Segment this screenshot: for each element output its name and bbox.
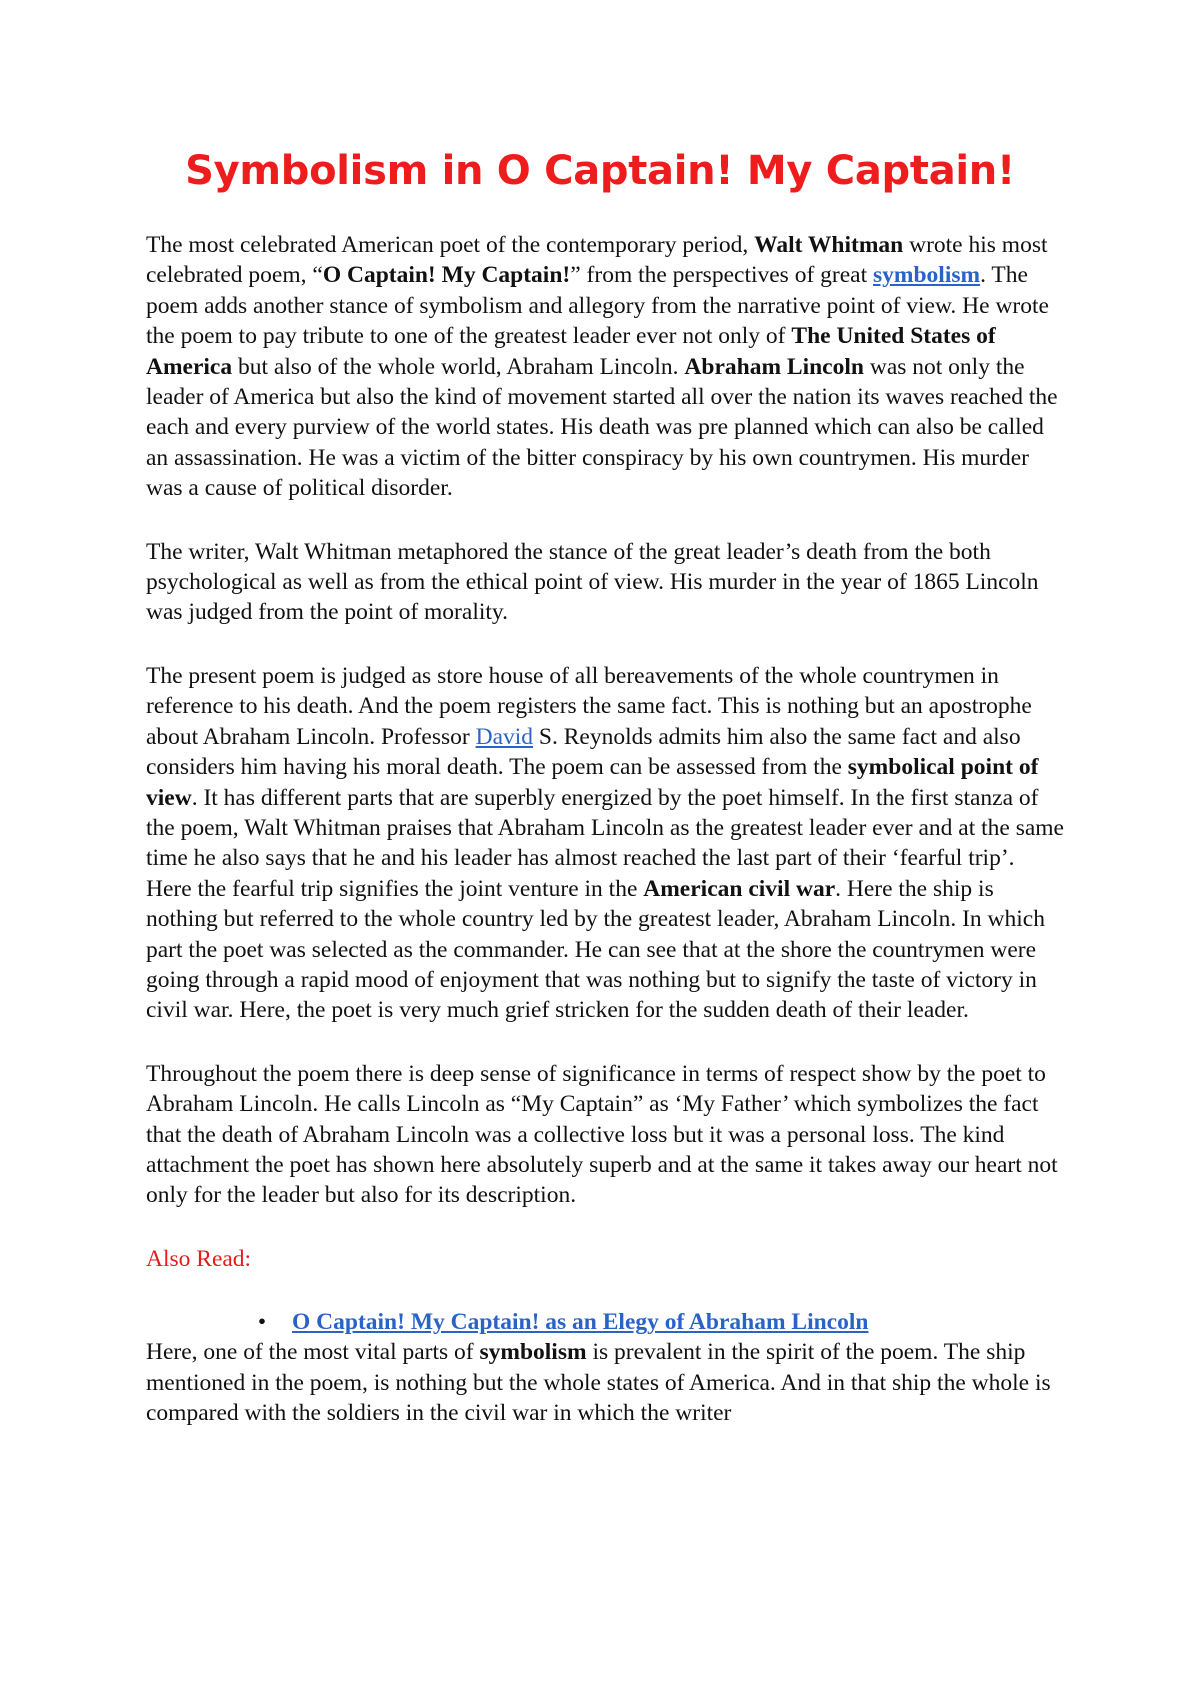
- text: Here, one of the most vital parts of: [146, 1339, 480, 1366]
- bold-poem-title: O Captain! My Captain!: [322, 262, 571, 289]
- related-list-item: [146, 1307, 1066, 1337]
- paragraph-throughout: Throughout the poem there is deep sense of significance in terms of respect show by the poet to Abraham Lincoln. He calls Lincoln as “My Captain” as ‘My Father’ which symbolizes the fact that the death of Abraham Lincoln was a collective loss but it was a personal loss. The kind attachment the poet has shown here absolutely superb and at the same it takes away our heart not only for the leader but also for its description.: [146, 1060, 1058, 1209]
- text: . It has different parts that are superbly energized by the poet himself. In the first stanza of the poem, Walt Whitman praises that Abraham Lincoln as the greatest leader ever and at the same time he also says that he and his leader has almost reached the last part of their ‘fearful trip’. Here the fearful trip signifies the joint venture in the: [146, 784, 1064, 902]
- bold-symbolism: symbolism: [479, 1339, 587, 1366]
- paragraph-present-poem: [146, 661, 1066, 1026]
- bullet-icon: •: [257, 1309, 267, 1336]
- paragraph-symbolism-spirit: [146, 1337, 1066, 1428]
- paragraph-writer: The writer, Walt Whitman metaphored the stance of the great leader’s death from the both psychological as well as from the ethical point of view. His murder in the year of 1865 Lincoln was judged from the point of morality.: [146, 538, 1039, 626]
- elegy-article-link[interactable]: O Captain! My Captain! as an Elegy of Abraham Lincoln: [292, 1309, 869, 1336]
- bold-symbolical-point: symbolical point of view: [146, 754, 1039, 811]
- text: The present poem is judged as store house of all bereavements of the whole countrymen in reference to his death. And the poem registers the same fact. This is nothing but an apostrophe about Abraham Lincoln. Professor: [146, 662, 1032, 750]
- paragraph-intro: [146, 230, 1066, 504]
- text: ” from the perspectives of great: [570, 262, 873, 289]
- text: was not only the leader of America but also the kind of movement started all over the nation its waves reached the each and every purview of the world states. His death was pre planned which can also be called an assassination. He was a victim of the bitter conspiracy by his own countrymen. His murder was a cause of political disorder.: [146, 353, 1058, 502]
- text: is prevalent in the spirit of the poem. The ship mentioned in the poem, is nothing but the whole states of America. And in that ship the whole is compared with the soldiers in the civil war in which the writer: [146, 1339, 1051, 1426]
- also-read-heading: Also Read:: [146, 1245, 252, 1272]
- david-link[interactable]: David: [475, 723, 534, 750]
- bold-american-civil-war: American civil war: [643, 875, 836, 902]
- bold-usa: The United States of America: [146, 323, 996, 380]
- symbolism-link[interactable]: symbolism: [873, 262, 981, 289]
- text: S. Reynolds admits him also the same fact and also considers him having his moral death. The poem can be assessed from the: [146, 723, 1021, 781]
- text: but also of the whole world, Abraham Lincoln.: [232, 353, 685, 380]
- article-body: [146, 230, 1066, 1461]
- text: wrote his most celebrated poem, “: [146, 232, 1048, 289]
- text: The most celebrated American poet of the contemporary period,: [146, 232, 755, 258]
- bold-abraham-lincoln: Abraham Lincoln: [684, 353, 864, 380]
- page-title: Symbolism in O Captain! My Captain!: [185, 148, 1015, 194]
- text: . Here the ship is nothing but referred to the whole country led by the greatest leader, Abraham Lincoln. In which part the poet was selected as the commander. He can see that at the shore the countrymen were going through a rapid mood of enjoyment that was nothing but to signify the taste of victory in civil war. Here, the poet is very much grief stricken for the sudden death of their leader.: [146, 875, 1045, 1024]
- text: . The poem adds another stance of symbolism and allegory from the narrative point of view. He wrote the poem to pay tribute to one of the greatest leader ever not only of: [146, 262, 1049, 350]
- bold-walt-whitman: Walt Whitman: [754, 232, 904, 258]
